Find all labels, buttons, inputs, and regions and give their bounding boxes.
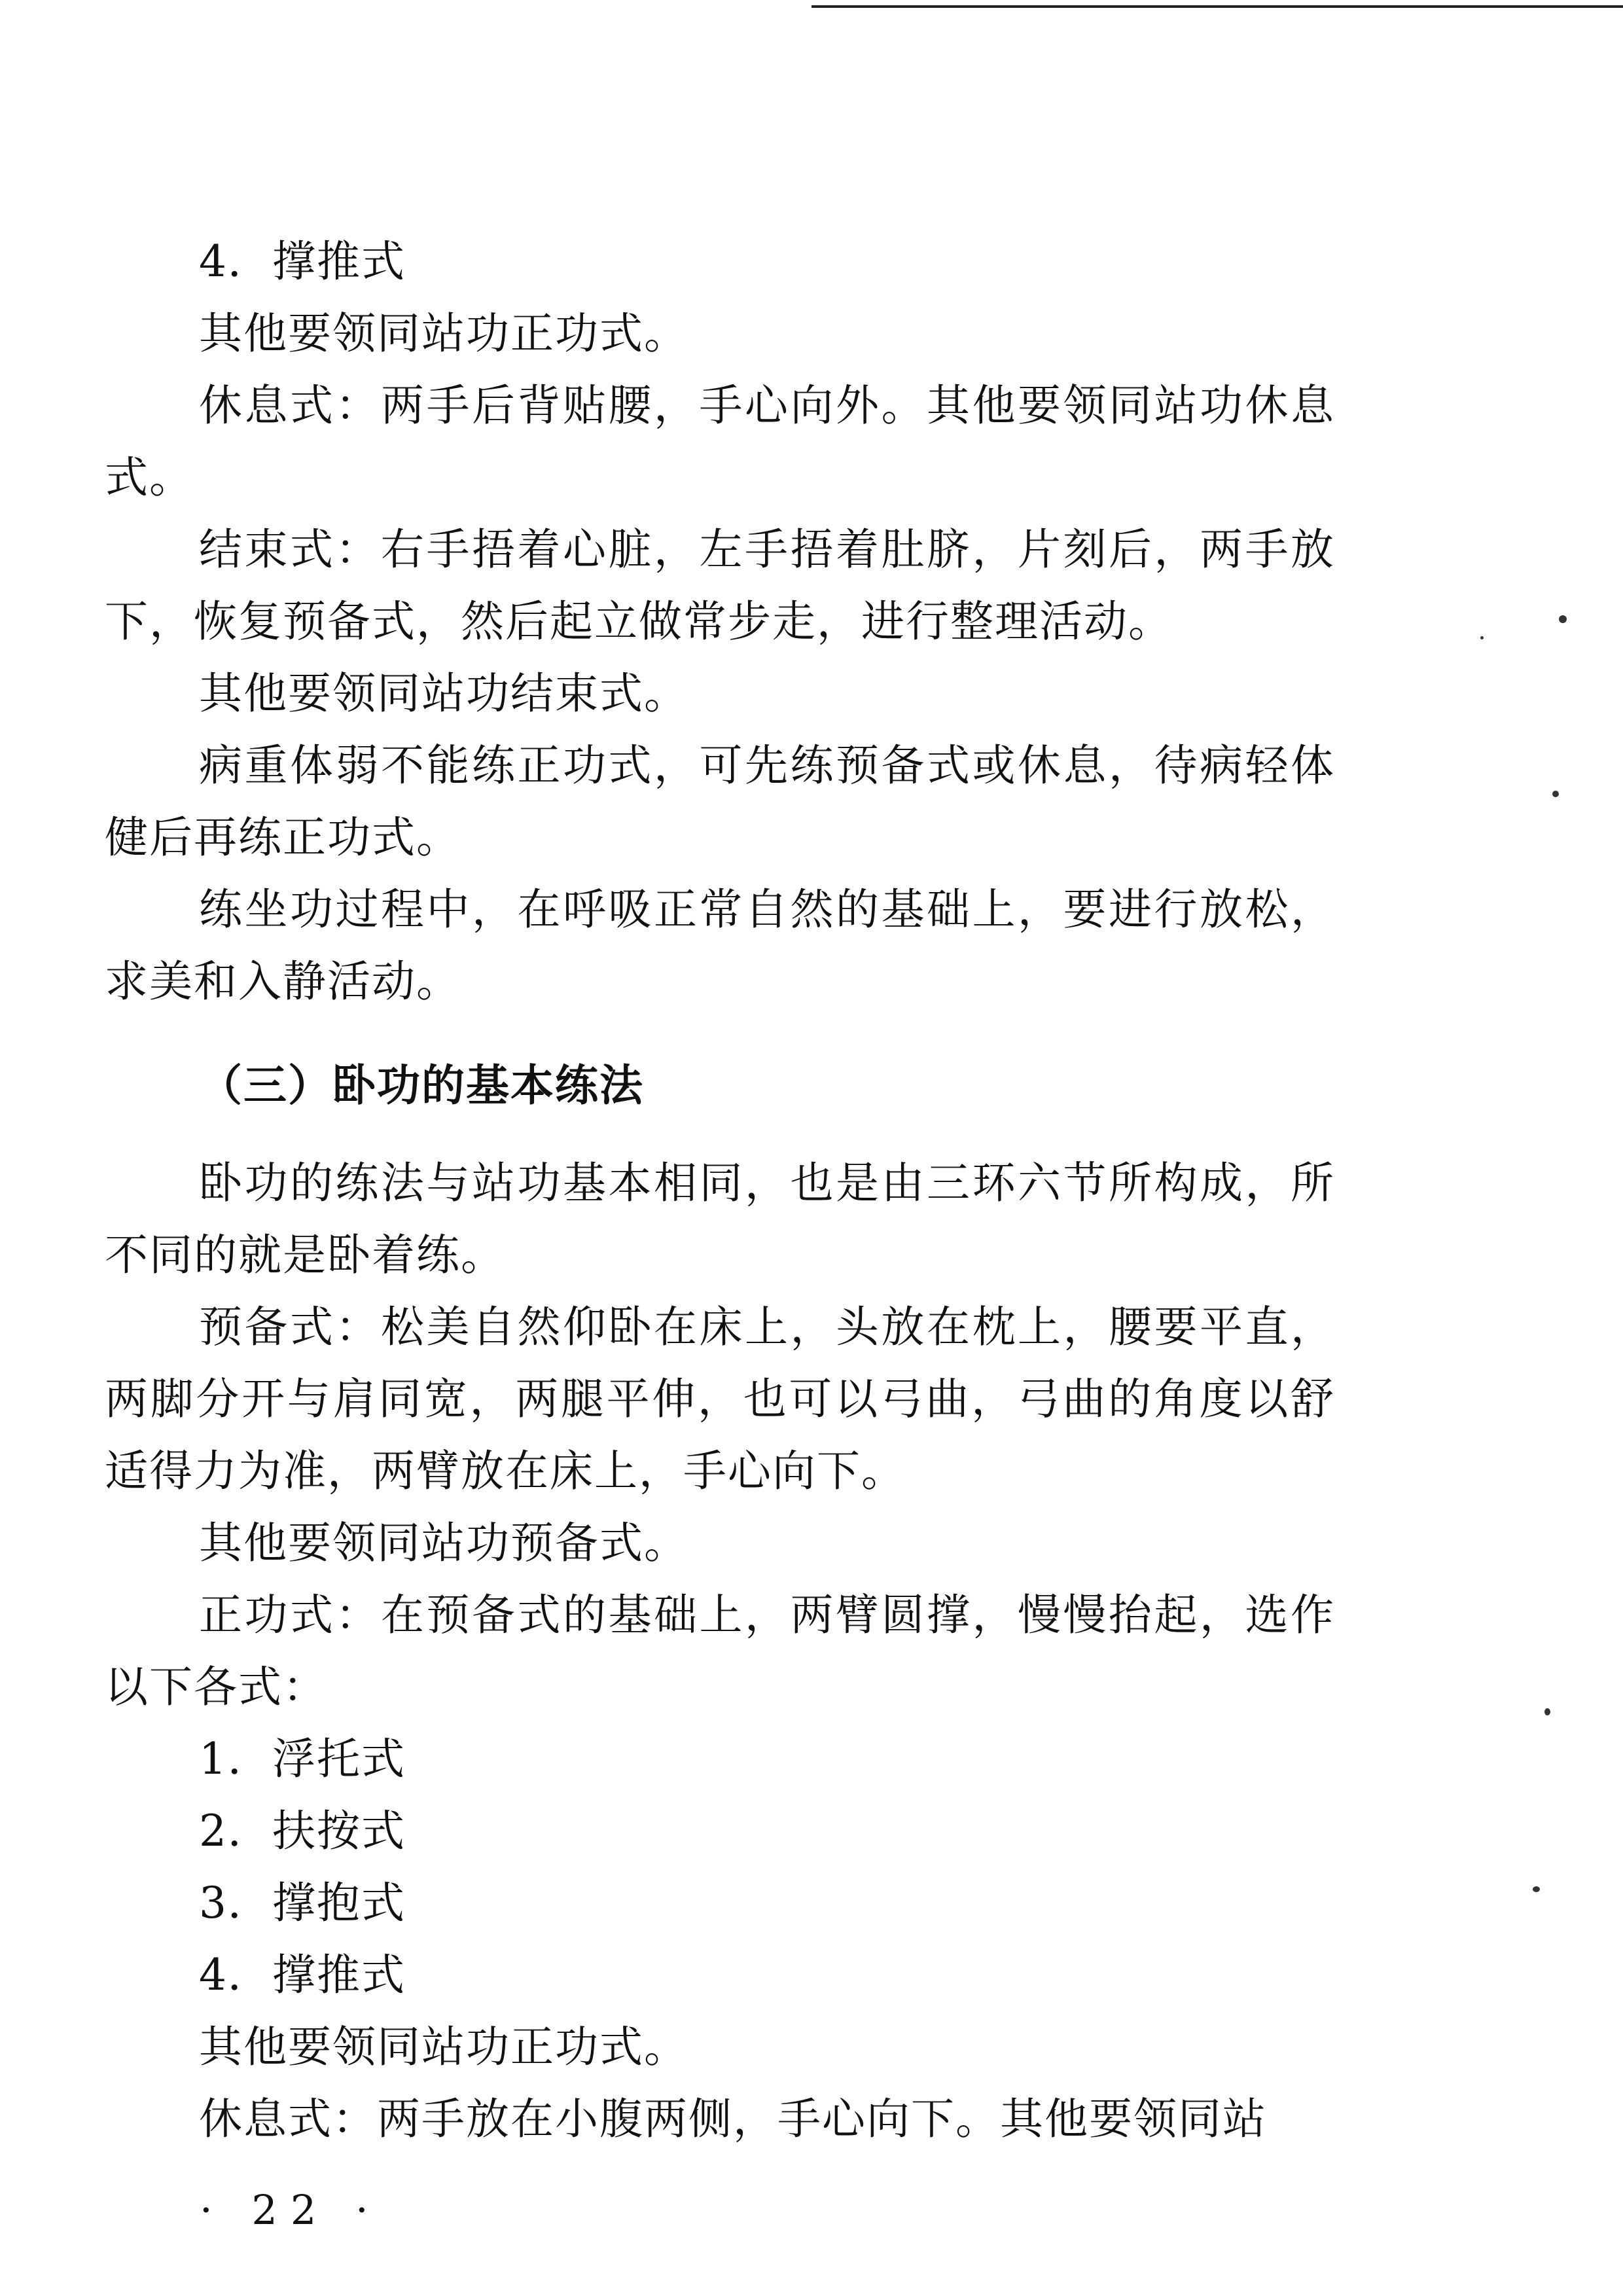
page-number: · 22 · [200, 2186, 382, 2234]
scan-speck [1544, 1708, 1550, 1715]
prep-style-paragraph: 预备式：松美自然仰卧在床上，头放在枕上，腰要平直，两脚分开与肩同宽，两腿平伸，也可以弓曲，弓曲的角度以舒适得力为准，两臂放在床上，手心向下。 [105, 1302, 1335, 1496]
top-rule [812, 5, 1623, 8]
others-prep-note: 其他要领同站功预备式。 [199, 1518, 688, 1568]
list-item: 2．扶按式 [199, 1806, 406, 1856]
scan-speck [1533, 1886, 1540, 1892]
end-style-paragraph: 结束式：右手捂着心脏，左手捂着肚脐，片刻后，两手放下，恢复预备式，然后起立做常步走，进行整理活动。 [105, 524, 1335, 647]
section-heading: （三）卧功的基本练法 [199, 1060, 644, 1111]
scan-speck [1480, 636, 1484, 639]
others-main-note-2: 其他要领同站功正功式。 [199, 2022, 688, 2072]
process-paragraph: 练坐功过程中，在呼吸正常自然的基础上，要进行放松，求美和入静活动。 [105, 884, 1335, 1007]
weak-patient-paragraph: 病重体弱不能练正功式，可先练预备式或休息，待病轻体健后再练正功式。 [105, 740, 1335, 863]
scan-speck [1552, 791, 1559, 797]
list-item: 4．撑推式 [199, 1950, 406, 2000]
list-item: 3．撑抱式 [199, 1878, 406, 1928]
others-end-note: 其他要领同站功结束式。 [199, 668, 688, 719]
list-item: 1．浮托式 [199, 1734, 406, 1784]
item-push-style: 4．撑推式 [199, 236, 406, 287]
others-main-note: 其他要领同站功正功式。 [199, 308, 688, 359]
page-body [105, 226, 1335, 2155]
intro-paragraph: 卧功的练法与站功基本相同，也是由三环六节所构成，所不同的就是卧着练。 [105, 1158, 1335, 1280]
scan-speck [1559, 615, 1567, 623]
rest-style-paragraph: 休息式：两手后背贴腰，手心向外。其他要领同站功休息式。 [105, 380, 1335, 503]
rest-style-paragraph-2: 休息式：两手放在小腹两侧，手心向下。其他要领同站 [199, 2094, 1267, 2144]
main-style-paragraph: 正功式：在预备式的基础上，两臂圆撑，慢慢抬起，选作以下各式： [105, 1590, 1335, 1712]
